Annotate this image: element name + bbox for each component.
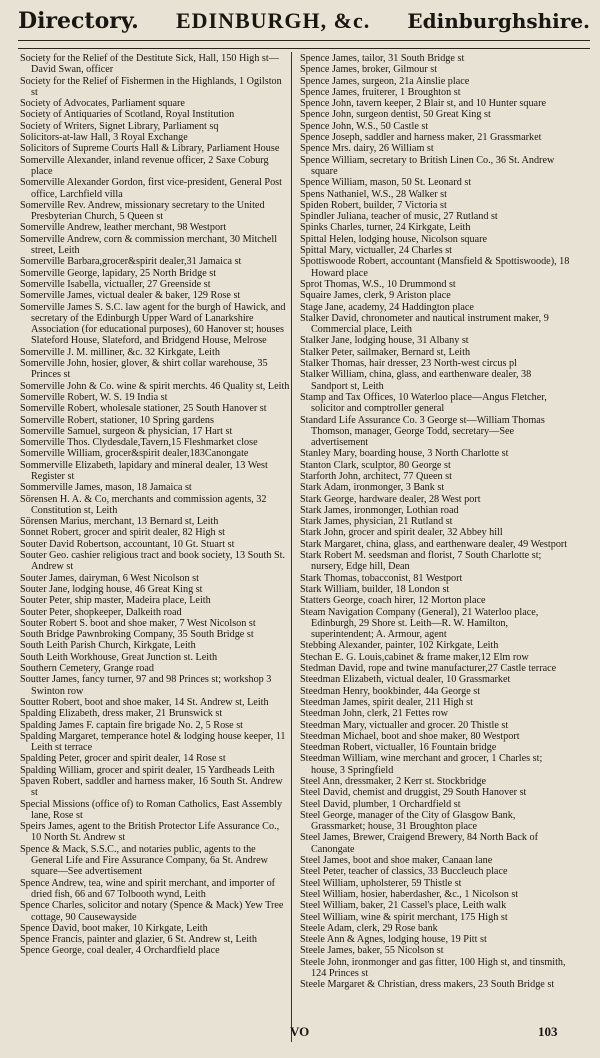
directory-entry: Stanley Mary, boarding house, 3 North Charlotte st	[300, 448, 509, 460]
directory-entry: Soutter James, fancy turner, 97 and 98 Princes st; workshop 3 Swinton row	[20, 674, 272, 697]
directory-entry: Stechan E. G. Louis,cabinet & frame maker,12 Elm row	[300, 651, 529, 663]
directory-entry: Steel James, Brewer, Craigend Brewery, 84 North Back of Canongate	[300, 832, 538, 855]
directory-entry: Spittal Mary, victualler, 24 Charles st	[300, 245, 452, 257]
directory-entry: Spence Charles, solicitor and notary (Spence & Mack) Yew Tree cottage, 90 Causewayside	[20, 900, 284, 923]
directory-entry: Stark George, hardware dealer, 28 West port	[300, 493, 481, 505]
directory-entry: Sörensen Marius, merchant, 13 Bernard st, Leith	[20, 516, 219, 528]
directory-entry: Steel David, chemist and druggist, 29 South Hanover st	[300, 787, 527, 799]
directory-entry: Stalker William, china, glass, and earthenware dealer, 38 Sandport st, Leith	[300, 369, 532, 392]
directory-entry: Special Missions (office of) to Roman Catholics, East Assembly lane, Rose st	[20, 798, 283, 821]
directory-entry: Spence James, fruiterer, 1 Broughton st	[300, 86, 461, 98]
directory-entry: Souter David Robertson, accountant, 10 Gt. Stuart st	[20, 538, 235, 550]
directory-entry: Spence William, mason, 50 St. Leonard st	[300, 177, 472, 189]
directory-entry: Stark John, grocer and spirit dealer, 32 Abbey hill	[300, 527, 503, 539]
directory-entry: Somerville James S. S.C. law agent for the burgh of Hawick, and secretary of the Edinburgh Upper Ward of Lanarkshire Association (for educational purposes), 60 Hanover st; houses Slateford House, Slateford, and Bridgend House, Melrose	[20, 301, 286, 347]
directory-entry: Stark Margaret, china, glass, and earthenware dealer, 49 Westport	[300, 538, 568, 550]
directory-entry: Spence William, secretary to British Linen Co., 36 St. Andrew square	[300, 154, 555, 177]
directory-entry: Steedman Michael, boot and shoe maker, 80 Westport	[300, 730, 520, 742]
directory-entry: Speirs James, agent to the British Protector Life Assurance Co., 10 North St. Andrew st	[20, 821, 280, 844]
directory-entry: Somerville Samuel, surgeon & physician, 17 Hart st	[20, 425, 233, 437]
header-rule-top	[18, 40, 590, 41]
directory-entry: Spalding Margaret, temperance hotel & lodging house keeper, 11 Leith st terrace	[20, 730, 286, 754]
directory-entry: Sörensen H. A. & Co, merchants and commission agents, 32 Constitution st, Leith	[20, 493, 267, 516]
directory-entry: Solicitors of Supreme Courts Hall & Library, Parliament House	[20, 143, 280, 155]
directory-entry: Steel William, baker, 21 Cassel's place, Leith walk	[300, 900, 507, 912]
directory-entry: Steel Peter, teacher of classics, 33 Buccleuch place	[300, 866, 508, 878]
header-center-title: EDINBURGH, &c.	[175, 8, 371, 33]
directory-entry: Statters George, coach hirer, 12 Morton place	[300, 595, 486, 607]
directory-entry: Sprot Thomas, W.S., 10 Drummond st	[300, 278, 456, 290]
directory-entry: Steele Margaret & Christian, dress makers, 23 South Bridge st	[300, 979, 555, 991]
directory-entry: Society of Writers, Signet Library, Parliament sq	[20, 120, 219, 132]
directory-entry: Spindler Juliana, teacher of music, 27 Rutland st	[300, 211, 498, 223]
directory-entry: Spaven Robert, saddler and harness maker, 16 South St. Andrew st	[20, 776, 283, 799]
directory-entry: Spalding Peter, grocer and spirit dealer, 14 Rose st	[20, 753, 226, 765]
directory-entry: Stebbing Alexander, painter, 102 Kirkgate, Leith	[300, 640, 499, 652]
column-divider	[291, 52, 292, 1042]
directory-entry: Souter Jane, lodging house, 46 Great King st	[20, 583, 203, 595]
directory-entry: Sonnet Robert, grocer and spirit dealer, 82 High st	[20, 527, 225, 539]
directory-entry: South Bridge Pawnbroking Company, 35 South Bridge st	[20, 629, 254, 641]
directory-entry: Steedman William, wine merchant and grocer, 1 Charles st; house, 3 Springfield	[300, 753, 543, 776]
directory-entry: Spence Joseph, saddler and harness maker, 21 Grassmarket	[300, 132, 542, 144]
directory-entry: Spence & Mack, S.S.C., and notaries public, agents to the General Life and Fire Assurance Company, 6a St. Andrew square—See advertisement	[20, 843, 268, 878]
directory-entry: Somerville Alexander, inland revenue officer, 2 Saxe Coburg place	[20, 154, 269, 177]
directory-entry: Spalding James F. captain fire brigade No. 2, 5 Rose st	[20, 719, 243, 731]
directory-entry: Spinks Charles, turner, 24 Kirkgate, Leith	[300, 222, 471, 234]
directory-entry: Souter Peter, ship master, Madeira place, Leith	[20, 595, 211, 607]
directory-entry: Spence James, broker, Gilmour st	[300, 64, 438, 76]
directory-entry: Steam Navigation Company (General), 21 Waterloo place, Edinburgh, 29 Shore st. Leith—R. W. Hamilton, superintendent; A. Armour, agent	[300, 606, 539, 641]
directory-entry: Somerville Isabella, victualler, 27 Greenside st	[20, 278, 211, 290]
left-column	[20, 53, 290, 957]
directory-entry: Steel George, manager of the City of Glasgow Bank, Grassmarket; house, 31 Broughton place	[300, 809, 516, 833]
directory-entry: Spence David, boot maker, 10 Kirkgate, Leith	[20, 922, 208, 934]
directory-entry: Steele James, baker, 55 Nicolson st	[300, 945, 444, 957]
directory-entry: Stalker Peter, sailmaker, Bernard st, Leith	[300, 346, 471, 358]
directory-entry: Stedman David, rope and twine manufacturer,27 Castle terrace	[300, 663, 557, 675]
directory-entry: Souter Robert S. boot and shoe maker, 7 West Nicolson st	[20, 617, 256, 629]
page-header	[18, 4, 590, 38]
directory-entry: Somerville Rev. Andrew, missionary secretary to the United Presbyterian Church, 5 Queen st	[20, 199, 265, 223]
directory-entry: Steedman Henry, bookbinder, 44a George st	[300, 685, 481, 697]
directory-entry: Steele John, ironmonger and gas fitter, 100 High st, and tinsmith, 124 Princes st	[300, 956, 566, 980]
header-rule-bottom	[18, 48, 590, 49]
directory-entry: Spence John, tavern keeper, 2 Blair st, and 10 Hunter square	[300, 98, 546, 110]
directory-entry: Spiden Robert, builder, 7 Victoria st	[300, 199, 447, 211]
directory-entry: Soutter Robert, boot and shoe maker, 14 St. Andrew st, Leith	[20, 696, 269, 708]
directory-entry: Somerville Alexander Gordon, first vice-president, General Post office, Larchfield villa	[20, 177, 282, 200]
directory-entry: Stark James, physician, 21 Rutland st	[300, 516, 453, 528]
directory-entry: Somerville J. M. milliner, &c. 32 Kirkgate, Leith	[20, 346, 220, 358]
directory-entry: Steel Ann, dressmaker, 2 Kerr st. Stockbridge	[300, 776, 487, 787]
directory-entry: Spence Andrew, tea, wine and spirit merchant, and importer of dried fish, 66 and 67 Tolbooth wynd, Leith	[20, 877, 276, 900]
directory-entry: Society for the Relief of the Destitute Sick, Hall, 150 High st—David Swan, officer	[20, 53, 279, 76]
directory-entry: Stark Adam, ironmonger, 3 Bank st	[300, 482, 445, 494]
directory-entry: Society of Antiquaries of Scotland, Royal Institution	[20, 109, 235, 121]
directory-entry: Spens Nathaniel, W.S., 28 Walker st	[300, 188, 447, 200]
directory-entry: Somerville James, victual dealer & baker, 129 Rose st	[20, 290, 241, 302]
directory-entry: Stanton Clark, sculptor, 80 George st	[300, 459, 451, 471]
directory-entry: Steedman Elizabeth, victual dealer, 10 Grassmarket	[300, 674, 511, 686]
directory-entry: Stage Jane, academy, 24 Haddington place	[300, 301, 474, 313]
directory-entry: Stark James, ironmonger, Lothian road	[300, 504, 459, 516]
directory-entry: Souter Peter, shopkeeper, Dalkeith road	[20, 606, 182, 618]
footer-page-number: 103	[538, 1024, 558, 1039]
directory-entry: Somerville Robert, stationer, 10 Spring gardens	[20, 414, 214, 426]
directory-entry: Steel William, upholsterer, 59 Thistle st	[300, 877, 462, 889]
directory-entry: Somerville George, lapidary, 25 North Bridge st	[20, 267, 217, 279]
directory-entry: Spalding Elizabeth, dress maker, 21 Brunswick st	[20, 708, 223, 720]
directory-entry: Sommerville James, mason, 18 Jamaica st	[20, 482, 192, 494]
directory-entry: Steedman Robert, victualler, 16 Fountain bridge	[300, 742, 497, 754]
footer-signature: VO	[290, 1024, 310, 1039]
directory-entry: Stalker Thomas, hair dresser, 23 North-west circus pl	[300, 358, 517, 370]
directory-entry: Society for the Relief of Fishermen in the Highlands, 1 Ogilston st	[20, 75, 282, 98]
directory-entry: Somerville John & Co. wine & spirit merchts. 46 Quality st, Leith	[20, 380, 290, 392]
directory-entry: Spence George, coal dealer, 4 Orchardfield place	[20, 945, 220, 957]
directory-entry: Steele Ann & Agnes, lodging house, 19 Pitt st	[300, 934, 487, 946]
directory-entry: Somerville Robert, wholesale stationer, 25 South Hanover st	[20, 403, 267, 415]
directory-entry: Somerville Robert, W. S. 19 India st	[20, 391, 168, 403]
directory-entry: Stamp and Tax Offices, 10 Waterloo place—Angus Fletcher, solicitor and comptroller general	[300, 391, 547, 415]
directory-entry: Solicitors-at-law Hall, 3 Royal Exchange	[20, 132, 188, 144]
directory-entry: Steel David, plumber, 1 Orchardfield st	[300, 798, 461, 810]
header-right-title: Edinburghshire.	[407, 9, 590, 33]
directory-entry: Somerville Andrew, leather merchant, 98 Westport	[20, 222, 227, 234]
directory-entry: Spence Mrs. dairy, 26 William st	[300, 143, 434, 155]
directory-entry: Steel William, hosier, haberdasher, &c., 1 Nicolson st	[300, 888, 519, 900]
directory-entry: Spence Francis, painter and glazier, 6 St. Andrew st, Leith	[20, 934, 257, 946]
directory-entry: Spalding William, grocer and spirit dealer, 15 Yardheads Leith	[20, 764, 275, 776]
directory-entry: Starforth John, architect, 77 Queen st	[300, 470, 452, 482]
directory-entry: Stark Thomas, tobacconist, 81 Westport	[300, 572, 463, 584]
right-column	[300, 53, 570, 991]
directory-entry: Standard Life Assurance Co. 3 George st—William Thomas Thomson, manager, George Todd, secretary—See advertisement	[300, 414, 545, 449]
directory-entry: Somerville William, grocer&spirit dealer,183Canongate	[20, 448, 249, 460]
directory-entry: Stark Robert M. seedsman and florist, 7 South Charlotte st; nursery, Edge hill, Dean	[300, 550, 542, 573]
directory-entry: Southern Cemetery, Grange road	[20, 663, 154, 675]
directory-entry: Steel William, wine & spirit merchant, 175 High st	[300, 911, 508, 923]
directory-entry: Spence James, tailor, 31 South Bridge st	[300, 53, 465, 64]
directory-entry: Stalker David, chronometer and nautical instrument maker, 9 Commercial place, Leith	[300, 312, 549, 336]
directory-entry: Somerville John, hosier, glover, & shirt collar warehouse, 35 Princes st	[20, 358, 268, 381]
directory-entry: South Leith Parish Church, Kirkgate, Leith	[20, 640, 196, 652]
directory-entry: Steel James, boot and shoe maker, Canaan lane	[300, 855, 493, 867]
directory-entry: Spence John, W.S., 50 Castle st	[300, 120, 429, 132]
directory-entry: Spottiswoode Robert, accountant (Mansfield & Spottiswoode), 18 Howard place	[300, 256, 570, 279]
directory-entry: Somerville Thos. Clydesdale,Tavern,15 Fleshmarket close	[20, 437, 258, 449]
directory-entry: Society of Advocates, Parliament square	[20, 98, 185, 110]
directory-entry: Souter James, dairyman, 6 West Nicolson st	[20, 572, 199, 584]
directory-entry: Squaire James, clerk, 9 Ariston place	[300, 290, 451, 302]
directory-entry: Spence John, surgeon dentist, 50 Great King st	[300, 109, 491, 121]
directory-entry: Somerville Andrew, corn & commission merchant, 30 Mitchell street, Leith	[20, 233, 278, 257]
directory-entry: South Leith Workhouse, Great Junction st. Leith	[20, 651, 218, 663]
directory-entry: Somerville Barbara,grocer&spirit dealer,31 Jamaica st	[20, 256, 242, 268]
directory-entry: Stalker Jane, lodging house, 31 Albany st	[300, 335, 469, 347]
directory-entry: Sommerville Elizabeth, lapidary and mineral dealer, 13 West Register st	[20, 459, 268, 482]
directory-entry: Steedman John, clerk, 21 Fettes row	[300, 708, 448, 720]
header-left-title: Directory.	[18, 8, 139, 34]
directory-entry: Souter Geo. cashier religious tract and book society, 13 South St. Andrew st	[20, 550, 286, 573]
directory-entry: Steedman Mary, victualler and grocer. 20 Thistle st	[300, 719, 509, 731]
directory-entry: Steedman James, spirit dealer, 211 High st	[300, 696, 473, 708]
directory-entry: Steele Adam, clerk, 29 Rose bank	[300, 922, 438, 934]
directory-entry: Stark William, builder, 18 London st	[300, 583, 450, 595]
directory-entry: Spence James, surgeon, 21a Ainslie place	[300, 75, 470, 87]
directory-entry: Spittal Helen, lodging house, Nicolson square	[300, 233, 488, 245]
